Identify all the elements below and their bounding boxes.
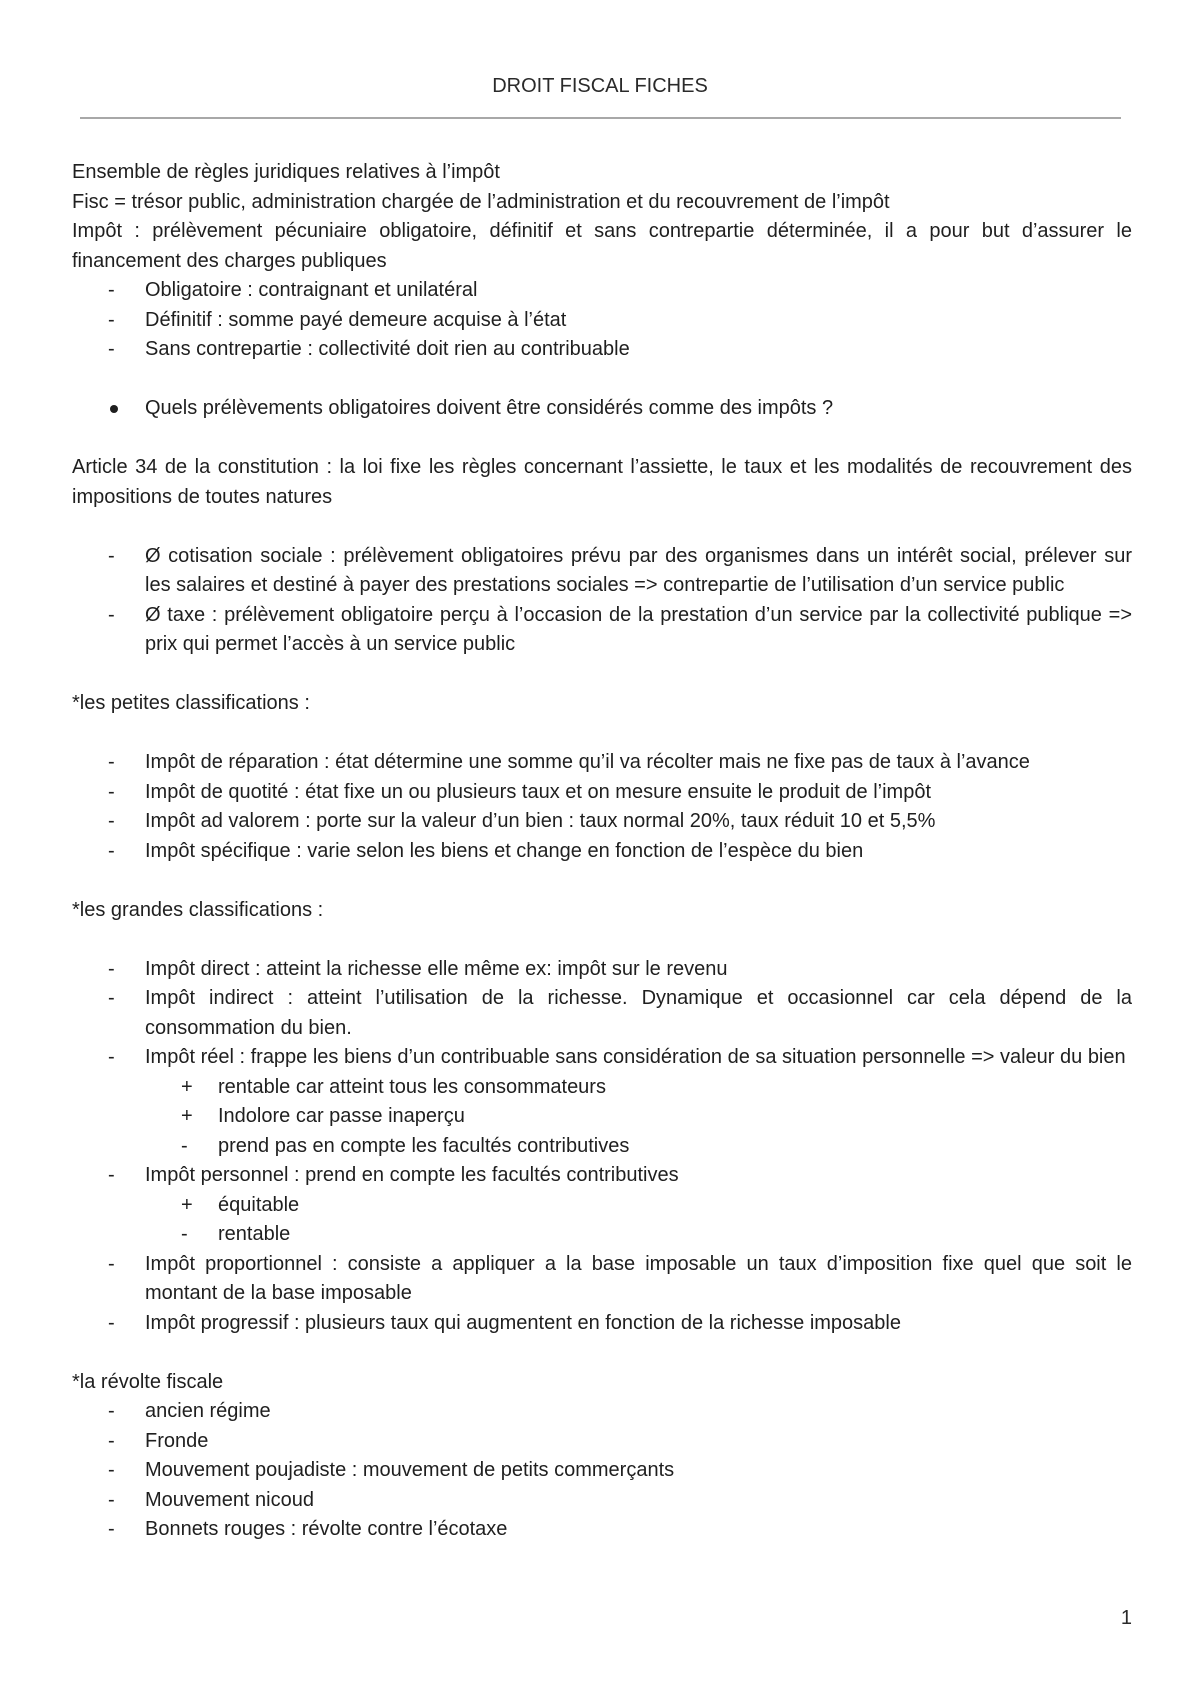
spacer bbox=[72, 866, 1132, 896]
list-item-text: Mouvement poujadiste : mouvement de petits commerçants bbox=[145, 1459, 675, 1481]
sub-list-item-text: prend pas en compte les facultés contributives bbox=[218, 1134, 630, 1157]
dash-marker: - bbox=[108, 338, 115, 360]
sub-list-item-text: équitable bbox=[218, 1193, 300, 1216]
list-item bbox=[72, 837, 1132, 867]
dash-marker: - bbox=[108, 1400, 115, 1422]
revolte-fiscale-heading: *la révolte fiscale bbox=[72, 1370, 224, 1393]
sub-list-item bbox=[145, 1132, 1132, 1162]
spacer bbox=[72, 1338, 1132, 1368]
minus-marker: - bbox=[181, 1223, 188, 1245]
grandes-classifications-list bbox=[72, 955, 1132, 1339]
dash-marker: - bbox=[108, 987, 115, 1009]
list-item-text: Impôt de quotité : état fixe un ou plusieurs taux et on mesure ensuite le produit de l’impôt bbox=[145, 780, 932, 803]
sub-list-item bbox=[145, 1102, 1132, 1132]
question-text: Quels prélèvements obligatoires doivent être considérés comme des impôts ? bbox=[145, 397, 834, 419]
list-item-text: Ø taxe : prélèvement obligatoire perçu à l’occasion de la prestation d’un service par la collectivité publique => prix qui permet l’accès à un service public bbox=[145, 603, 1132, 655]
dash-marker: - bbox=[108, 544, 115, 567]
list-item bbox=[72, 1456, 1132, 1486]
dash-marker: - bbox=[108, 839, 115, 862]
list-item bbox=[72, 1397, 1132, 1427]
list-item-text: Impôt ad valorem : porte sur la valeur d’un bien : taux normal 20%, taux réduit 10 et 5,5% bbox=[145, 810, 936, 832]
plus-marker: + bbox=[181, 1105, 193, 1127]
list-item-text: Impôt spécifique : varie selon les biens et change en fonction de l’espèce du bien bbox=[145, 839, 864, 862]
list-item bbox=[72, 1427, 1132, 1457]
petites-classifications-heading: *les petites classifications : bbox=[72, 692, 310, 714]
list-item bbox=[72, 1309, 1132, 1339]
page-header-title: DROIT FISCAL FICHES bbox=[492, 75, 708, 97]
bullet-dot-icon bbox=[110, 405, 118, 413]
list-item-text: Obligatoire : contraignant et unilatéral bbox=[145, 279, 478, 301]
list-item bbox=[72, 542, 1132, 601]
dash-marker: - bbox=[108, 1488, 115, 1511]
list-item-text: Définitif : somme payé demeure acquise à l’état bbox=[145, 308, 567, 331]
document-body bbox=[72, 158, 1132, 1545]
intro-line-1: Ensemble de règles juridiques relatives à l’impôt bbox=[72, 161, 500, 183]
revolte-fiscale-list bbox=[72, 1397, 1132, 1545]
grandes-classifications-heading: *les grandes classifications : bbox=[72, 898, 324, 921]
question-item bbox=[72, 394, 1132, 424]
list-item bbox=[72, 1486, 1132, 1516]
list-item-text: ancien régime bbox=[145, 1400, 271, 1422]
intro-line-2: Fisc = trésor public, administration chargée de l’administration et du recouvrement de l’impôt bbox=[72, 190, 890, 213]
spacer bbox=[72, 660, 1132, 690]
list-item-text: Impôt indirect : atteint l’utilisation de la richesse. Dynamique et occasionnel car cela dépend de la consommation du bien. bbox=[145, 987, 1132, 1039]
intro-line-3: Impôt : prélèvement pécuniaire obligatoire, définitif et sans contrepartie déterminée, il a pour but d’assurer le financement des charges publiques bbox=[72, 220, 1132, 272]
list-item bbox=[72, 1515, 1132, 1545]
list-item bbox=[72, 306, 1132, 336]
dash-marker: - bbox=[108, 1459, 115, 1481]
list-item-text: Impôt réel : frappe les biens d’un contribuable sans considération de sa situation personnelle => valeur du bien bbox=[145, 1046, 1126, 1068]
list-item bbox=[72, 601, 1132, 660]
list-item bbox=[72, 335, 1132, 365]
plus-marker: + bbox=[181, 1075, 193, 1098]
header-divider bbox=[80, 117, 1121, 119]
dash-marker: - bbox=[108, 751, 115, 773]
article-34-paragraph: Article 34 de la constitution : la loi fixe les règles concernant l’assiette, le taux et les modalités de recouvrement des impositions de toutes natures bbox=[72, 456, 1132, 508]
list-item-text: Impôt direct : atteint la richesse elle même ex: impôt sur le revenu bbox=[145, 957, 728, 980]
list-item-text: Fronde bbox=[145, 1429, 209, 1452]
spacer bbox=[72, 365, 1132, 395]
list-item bbox=[72, 1043, 1132, 1161]
spacer bbox=[72, 925, 1132, 955]
sub-list-item bbox=[145, 1220, 1132, 1250]
characteristics-list bbox=[72, 276, 1132, 365]
sub-list-item-text: rentable car atteint tous les consommateurs bbox=[218, 1075, 606, 1098]
minus-marker: - bbox=[181, 1134, 188, 1157]
sub-list-item bbox=[145, 1073, 1132, 1103]
list-item bbox=[72, 1161, 1132, 1250]
dash-marker: - bbox=[108, 1429, 115, 1452]
dash-marker: - bbox=[108, 810, 115, 832]
dash-marker: - bbox=[108, 603, 115, 626]
list-item-text: Impôt proportionnel : consiste a appliquer a la base imposable un taux d’imposition fixe quel que soit le montant de la base imposable bbox=[145, 1252, 1132, 1304]
sub-list-item bbox=[145, 1191, 1132, 1221]
list-item bbox=[72, 778, 1132, 808]
list-item-text: Mouvement nicoud bbox=[145, 1488, 314, 1511]
dash-marker: - bbox=[108, 957, 115, 980]
list-item bbox=[72, 807, 1132, 837]
dash-marker: - bbox=[108, 1164, 115, 1186]
list-item-text: Impôt personnel : prend en compte les facultés contributives bbox=[145, 1164, 679, 1186]
personnel-sublist bbox=[145, 1191, 1132, 1250]
list-item bbox=[72, 276, 1132, 306]
dash-marker: - bbox=[108, 1046, 115, 1068]
exclusions-list bbox=[72, 542, 1132, 660]
list-item-text: Impôt de réparation : état détermine une somme qu’il va récolter mais ne fixe pas de taux à l’avance bbox=[145, 751, 1030, 773]
page-number: 1 bbox=[1120, 1607, 1132, 1629]
spacer bbox=[72, 424, 1132, 454]
dash-marker: - bbox=[108, 1518, 115, 1540]
list-item bbox=[72, 1250, 1132, 1309]
dash-marker: - bbox=[108, 1252, 115, 1275]
dash-marker: - bbox=[108, 1311, 115, 1334]
list-item-text: Bonnets rouges : révolte contre l’écotaxe bbox=[145, 1518, 508, 1540]
dash-marker: - bbox=[108, 780, 115, 803]
list-item-text: Sans contrepartie : collectivité doit rien au contribuable bbox=[145, 338, 630, 360]
list-item-text: Impôt progressif : plusieurs taux qui augmentent en fonction de la richesse imposable bbox=[145, 1311, 901, 1334]
sub-list-item-text: Indolore car passe inaperçu bbox=[218, 1105, 465, 1127]
list-item bbox=[72, 984, 1132, 1043]
plus-marker: + bbox=[181, 1193, 193, 1216]
list-item bbox=[72, 748, 1132, 778]
sub-list-item-text: rentable bbox=[218, 1223, 291, 1245]
reel-sublist bbox=[145, 1073, 1132, 1162]
dash-marker: - bbox=[108, 279, 115, 301]
question-list bbox=[72, 394, 1132, 424]
list-item bbox=[72, 955, 1132, 985]
list-item-text: Ø cotisation sociale : prélèvement obligatoires prévu par des organismes dans un intérêt social, prélever sur les salaires et destiné à payer des prestations sociales => contrepartie de l’utilisation d’un service public bbox=[145, 544, 1132, 596]
spacer bbox=[72, 719, 1132, 749]
spacer bbox=[72, 512, 1132, 542]
petites-classifications-list bbox=[72, 748, 1132, 866]
dash-marker: - bbox=[108, 308, 115, 331]
